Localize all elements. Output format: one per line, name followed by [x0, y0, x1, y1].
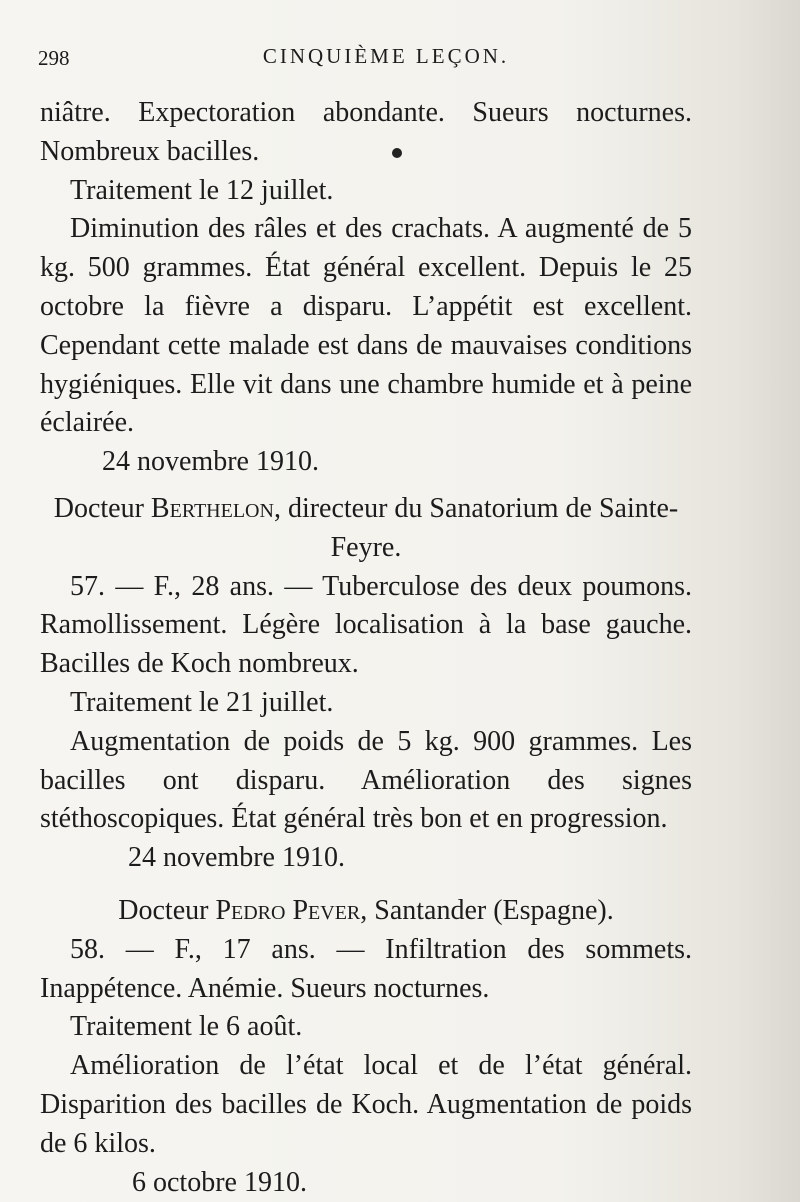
- result-paragraph: Diminution des râles et des crachats. A augmenté de 5 kg. 500 grammes. État général excellent. Depuis le 25 octobre la fièvre a disparu. L’appétit est excellent. Cependant cette malade est dans de mauvaises conditions hygiéniques. Elle vit dans une chambre humide et à peine éclairée.: [40, 213, 692, 439]
- doctor-heading: [40, 892, 692, 931]
- result-paragraph: Amélioration de l’état local et de l’état général. Disparition des bacilles de Koch. Augmentation de poids de 6 kilos.: [40, 1050, 692, 1159]
- case-paragraph: 58. — F., 17 ans. — Infiltration des sommets. Inappétence. Anémie. Sueurs nocturnes.: [40, 933, 692, 1004]
- paragraph-continuation: niâtre. Expectoration abondante. Sueurs nocturnes. Nombreux bacilles.: [40, 97, 692, 167]
- doctor-affiliation: , directeur du Sanatorium de Sainte-Feyre.: [273, 492, 679, 563]
- date-line: 6 octobre 1910.: [132, 1166, 307, 1198]
- treatment-line: Traitement le 21 juillet.: [70, 686, 334, 718]
- page-text: [40, 94, 692, 1202]
- doctor-name: Pedro Pever: [215, 894, 361, 926]
- date-line: 24 novembre 1910.: [102, 446, 319, 478]
- treatment-line: Traitement le 6 août.: [70, 1011, 303, 1043]
- doctor-name: Berthelon: [150, 492, 274, 524]
- treatment-line: Traitement le 12 juillet.: [70, 174, 334, 206]
- result-paragraph: Augmentation de poids de 5 kg. 900 grammes. Les bacilles ont disparu. Amélioration des signes stéthoscopiques. État général très bon et en progression.: [40, 725, 692, 835]
- doctor-heading: [40, 490, 692, 568]
- chapter-title: CINQUIÈME LEÇON.: [262, 44, 510, 68]
- doctor-prefix: Docteur: [118, 894, 216, 926]
- running-head: [36, 38, 736, 78]
- case-paragraph: 57. — F., 28 ans. — Tuberculose des deux poumons. Ramollissement. Légère localisation à la base gauche. Bacilles de Koch nombreux.: [40, 570, 692, 680]
- doctor-affiliation: , Santander (Espagne).: [360, 894, 614, 926]
- doctor-prefix: Docteur: [53, 492, 151, 524]
- date-line: 24 novembre 1910.: [128, 842, 345, 874]
- page-number: 298: [38, 46, 70, 70]
